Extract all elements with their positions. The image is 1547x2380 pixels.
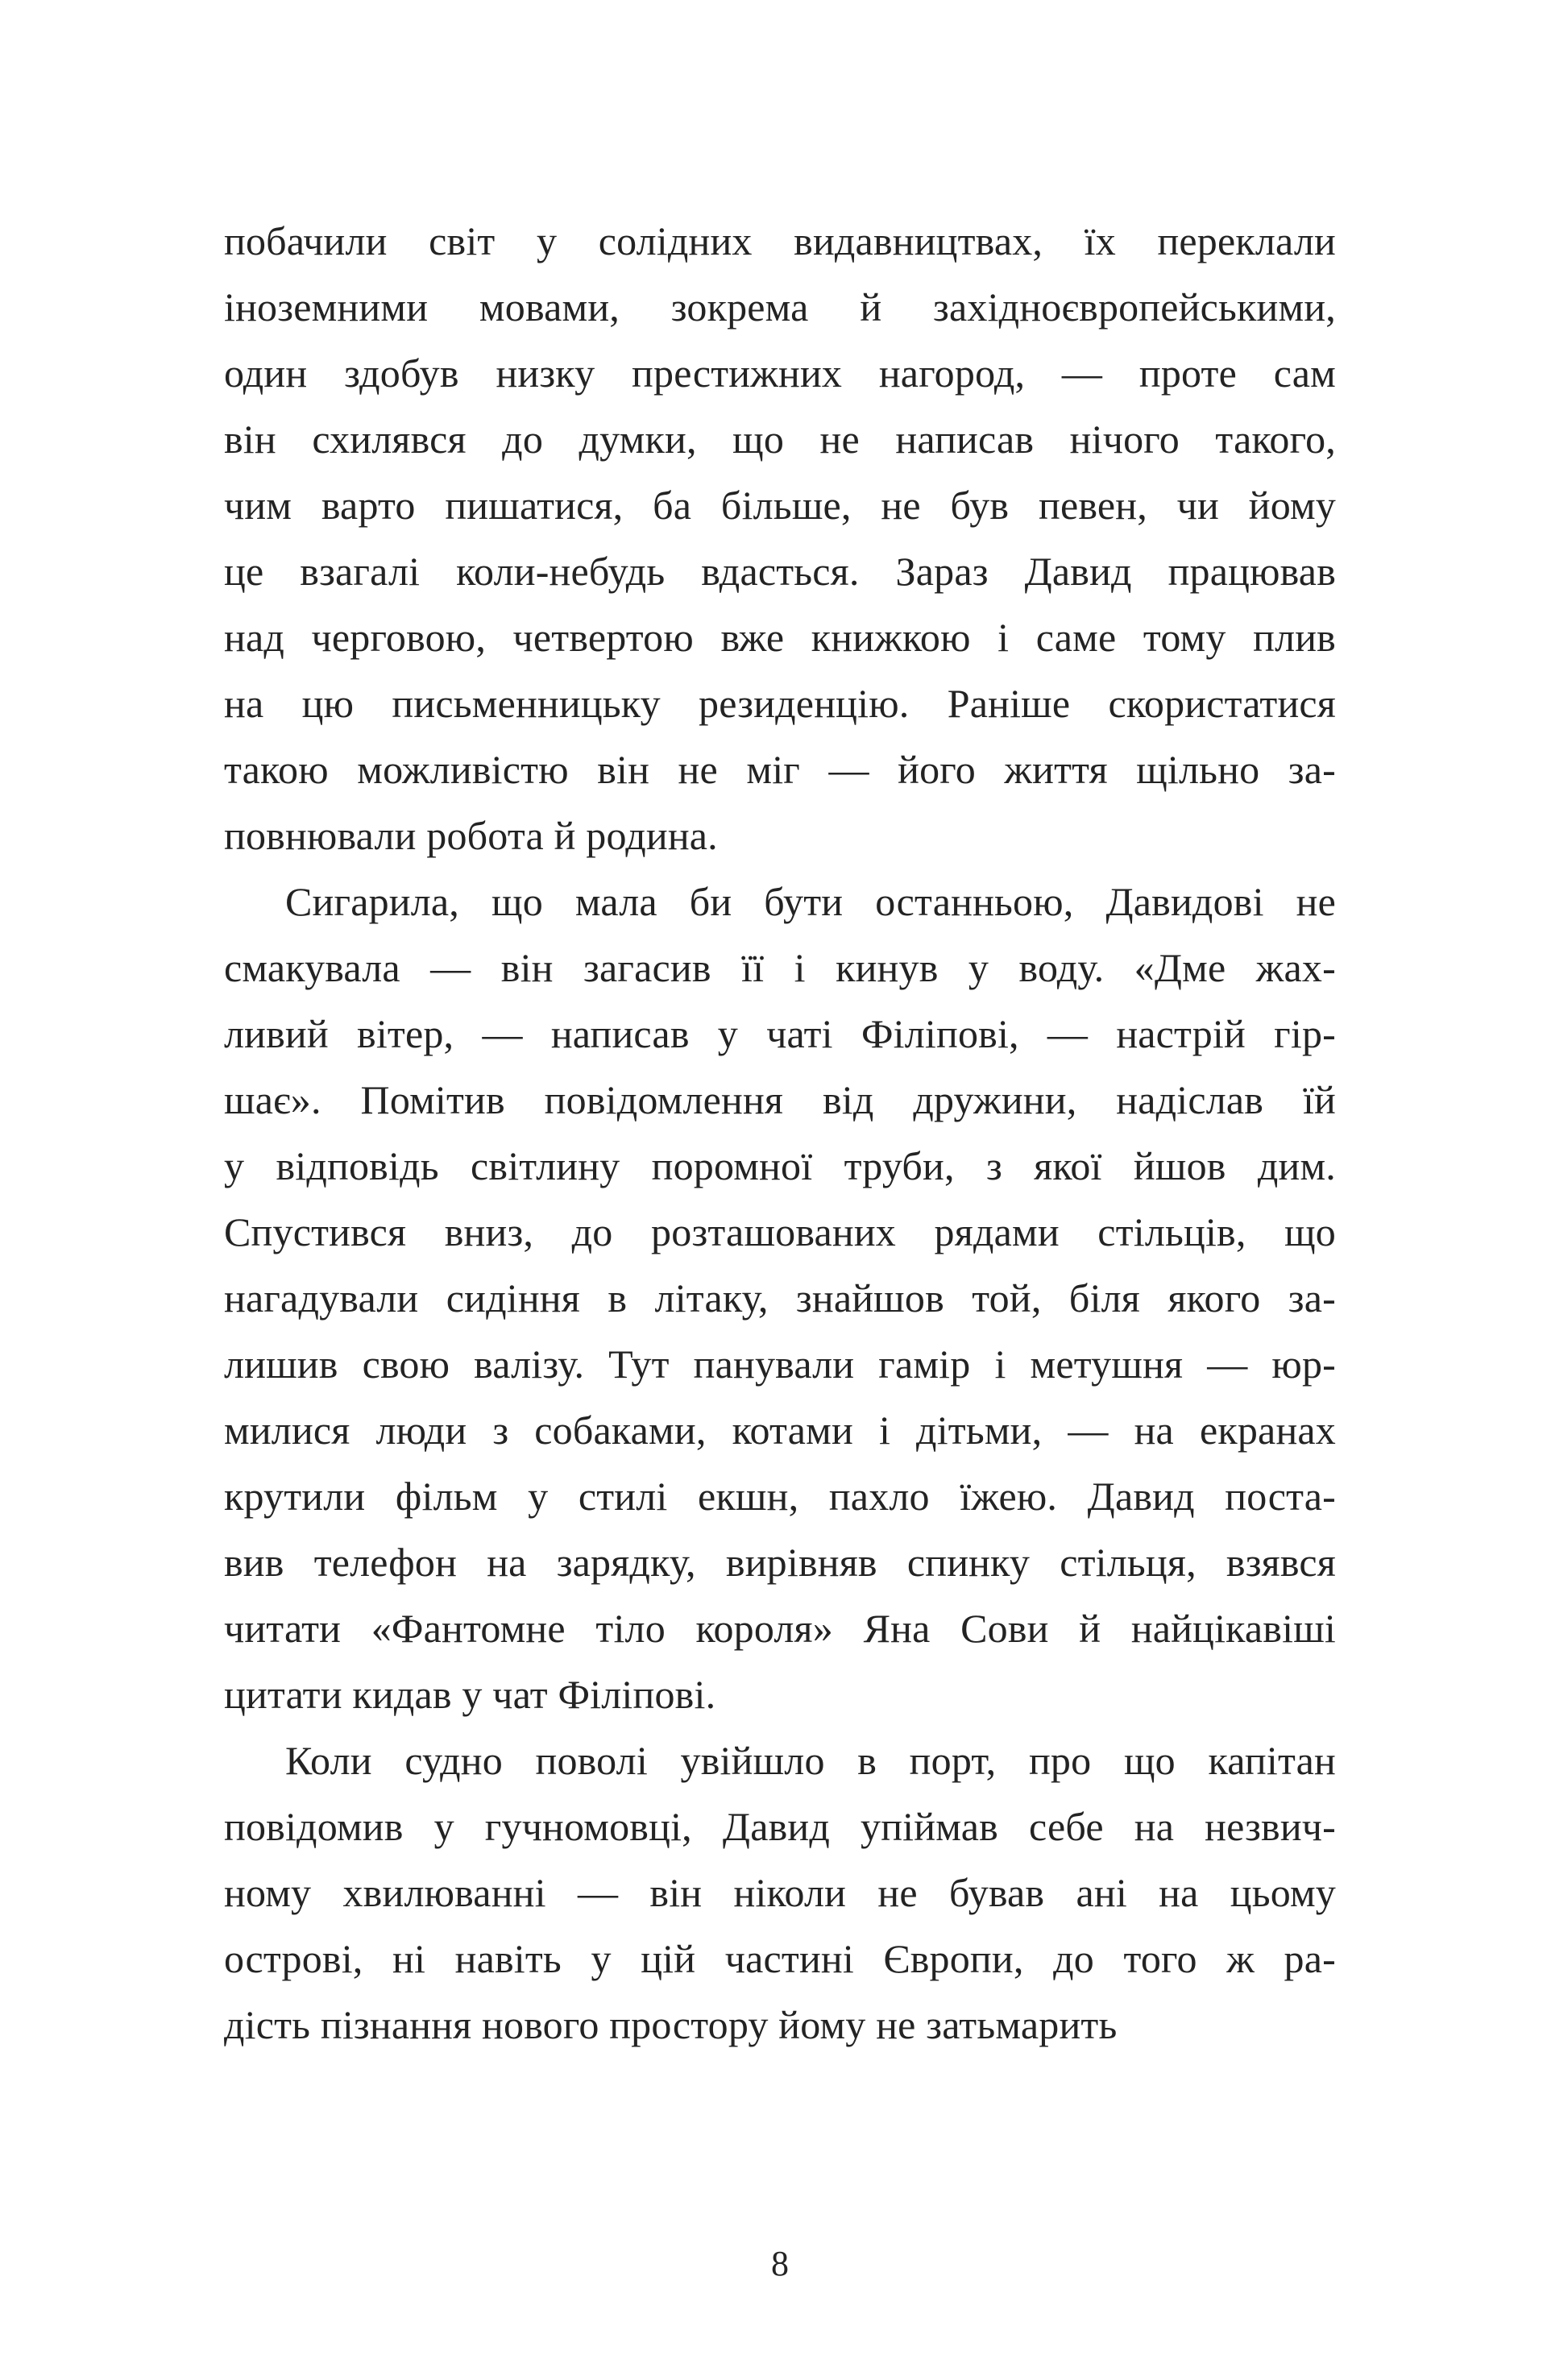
text-line: іноземними мовами, зокрема й західноєвропейськими, <box>224 284 1336 330</box>
text-line: шає». Помітив повідомлення від дружини, надіслав їй <box>224 1077 1336 1122</box>
text-line: милися люди з собаками, котами і дітьми, — на екранах <box>224 1408 1336 1453</box>
text-line: лишив свою валізу. Тут панували гамір і метушня — юр- <box>224 1341 1336 1387</box>
page-number: 8 <box>771 2244 789 2283</box>
text-line: один здобув низку престижних нагород, — проте сам <box>224 350 1336 396</box>
text-line: повідомив у гучномовці, Давид упіймав себе на незвич- <box>224 1804 1336 1849</box>
text-line: чим варто пишатися, ба більше, не був певен, чи йому <box>224 483 1336 528</box>
text-line: він схилявся до думки, що не написав нічого такого, <box>224 417 1336 462</box>
text-line: ному хвилюванні — він ніколи не бував ані на цьому <box>224 1870 1336 1915</box>
text-line: над черговою, четвертою вже книжкою і саме тому плив <box>224 615 1336 660</box>
text-line: дість пізнання нового простору йому не затьмарить <box>224 2002 1118 2047</box>
text-line: крутили фільм у стилі екшн, пахло їжею. Давид поста- <box>224 1474 1336 1519</box>
text-line: Коли судно поволі увійшло в порт, про що капітан <box>285 1738 1336 1783</box>
paragraph <box>224 869 1336 1727</box>
text-line: цитати кидав у чат Філіпові. <box>224 1672 716 1717</box>
text-line: повнювали робота й родина. <box>224 813 718 858</box>
paragraph <box>224 1727 1336 2058</box>
text-line: смакувала — він загасив її і кинув у воду. «Дме жах- <box>224 945 1336 990</box>
text-line: вив телефон на зарядку, вирівняв спинку стільця, взявся <box>224 1540 1336 1585</box>
text-line: Спустився вниз, до розташованих рядами стільців, що <box>224 1209 1336 1254</box>
page-text <box>224 208 1336 2058</box>
paragraph <box>224 208 1336 869</box>
text-line: такою можливістю він не міг — його життя щільно за- <box>224 747 1336 792</box>
text-line: ливий вітер, — написав у чаті Філіпові, — настрій гір- <box>224 1011 1336 1056</box>
text-line: Сигарила, що мала би бути останньою, Давидові не <box>285 879 1336 924</box>
text-line: острові, ні навіть у цій частині Європи, до того ж ра- <box>224 1936 1336 1981</box>
text-line: у відповідь світлину поромної труби, з якої йшов дим. <box>224 1143 1336 1188</box>
text-line: нагадували сидіння в літаку, знайшов той, біля якого за- <box>224 1275 1336 1321</box>
text-line: читати «Фантомне тіло короля» Яна Сови й найцікавіші <box>224 1606 1336 1651</box>
text-line: це взагалі коли-небудь вдасться. Зараз Давид працював <box>224 549 1336 594</box>
text-line: побачили світ у солідних видавництвах, їх переклали <box>224 218 1336 263</box>
text-line: на цю письменницьку резиденцію. Раніше скористатися <box>224 681 1336 726</box>
